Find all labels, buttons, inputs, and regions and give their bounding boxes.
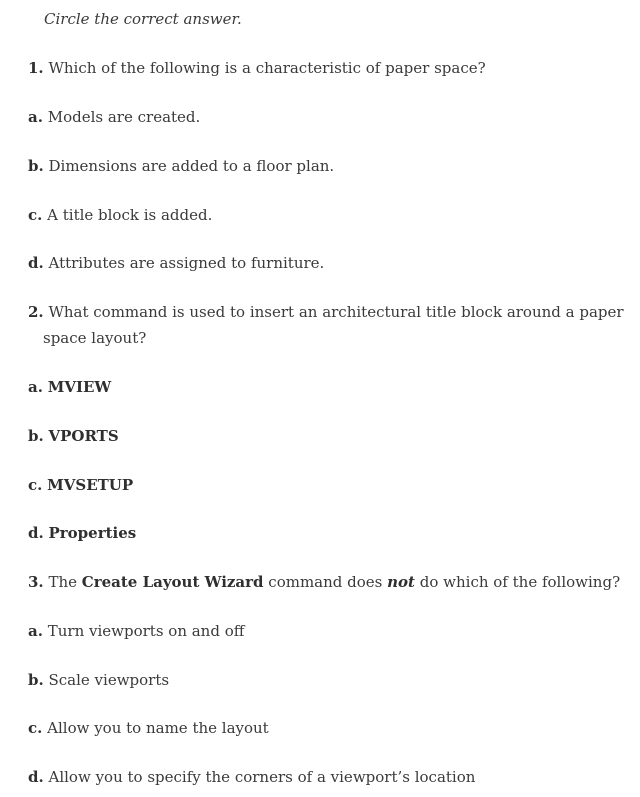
option-1b	[28, 153, 632, 179]
option-letter: c.	[28, 206, 43, 224]
question-text-mid: command does	[263, 573, 388, 591]
question-text: Which of the following is a characteristic of paper space?	[48, 59, 486, 77]
option-letter: c.	[28, 476, 43, 494]
option-letter: b.	[28, 671, 44, 689]
option-3a	[28, 618, 632, 644]
question-number: 1.	[28, 59, 44, 77]
question-text-command: Create Layout Wizard	[81, 573, 264, 591]
question-1	[28, 55, 632, 81]
option-letter: d.	[28, 768, 44, 786]
option-text: Attributes are assigned to furniture.	[48, 254, 325, 272]
option-2a	[28, 374, 632, 400]
option-1a	[28, 104, 632, 130]
question-2	[28, 299, 632, 351]
option-text: Allow you to specify the corners of a viewport’s location	[48, 768, 476, 786]
option-3d	[28, 764, 632, 790]
question-text-emphasis: not	[387, 573, 415, 591]
option-letter: b.	[28, 157, 44, 175]
option-text: Properties	[48, 524, 137, 542]
option-1c	[28, 202, 632, 228]
option-text: MVIEW	[47, 378, 112, 396]
option-text: A title block is added.	[47, 206, 213, 224]
question-text-pre: The	[48, 573, 82, 591]
question-number: 2.	[28, 303, 44, 321]
option-text: Allow you to name the layout	[47, 719, 269, 737]
option-letter: c.	[28, 719, 43, 737]
option-letter: d.	[28, 524, 44, 542]
question-3	[28, 569, 632, 595]
option-2b	[28, 423, 632, 449]
option-3c	[28, 715, 632, 741]
option-letter: a.	[28, 378, 43, 396]
option-letter: a.	[28, 108, 43, 126]
option-text: MVSETUP	[47, 476, 134, 494]
option-letter: a.	[28, 622, 43, 640]
option-text: Models are created.	[47, 108, 201, 126]
question-text: What command is used to insert an architectural title block around a paper space layout?	[43, 303, 624, 347]
option-2d	[28, 520, 632, 546]
option-2c	[28, 472, 632, 498]
option-letter: d.	[28, 254, 44, 272]
option-text: Scale viewports	[48, 671, 170, 689]
question-number: 3.	[28, 573, 44, 591]
option-1d	[28, 250, 632, 276]
option-3b	[28, 667, 632, 693]
option-text: Dimensions are added to a floor plan.	[48, 157, 335, 175]
question-text-post: do which of the following?	[414, 573, 621, 591]
instruction-text: Circle the correct answer.	[44, 10, 242, 28]
option-text: Turn viewports on and off	[47, 622, 245, 640]
option-text: VPORTS	[48, 427, 119, 445]
option-letter: b.	[28, 427, 44, 445]
